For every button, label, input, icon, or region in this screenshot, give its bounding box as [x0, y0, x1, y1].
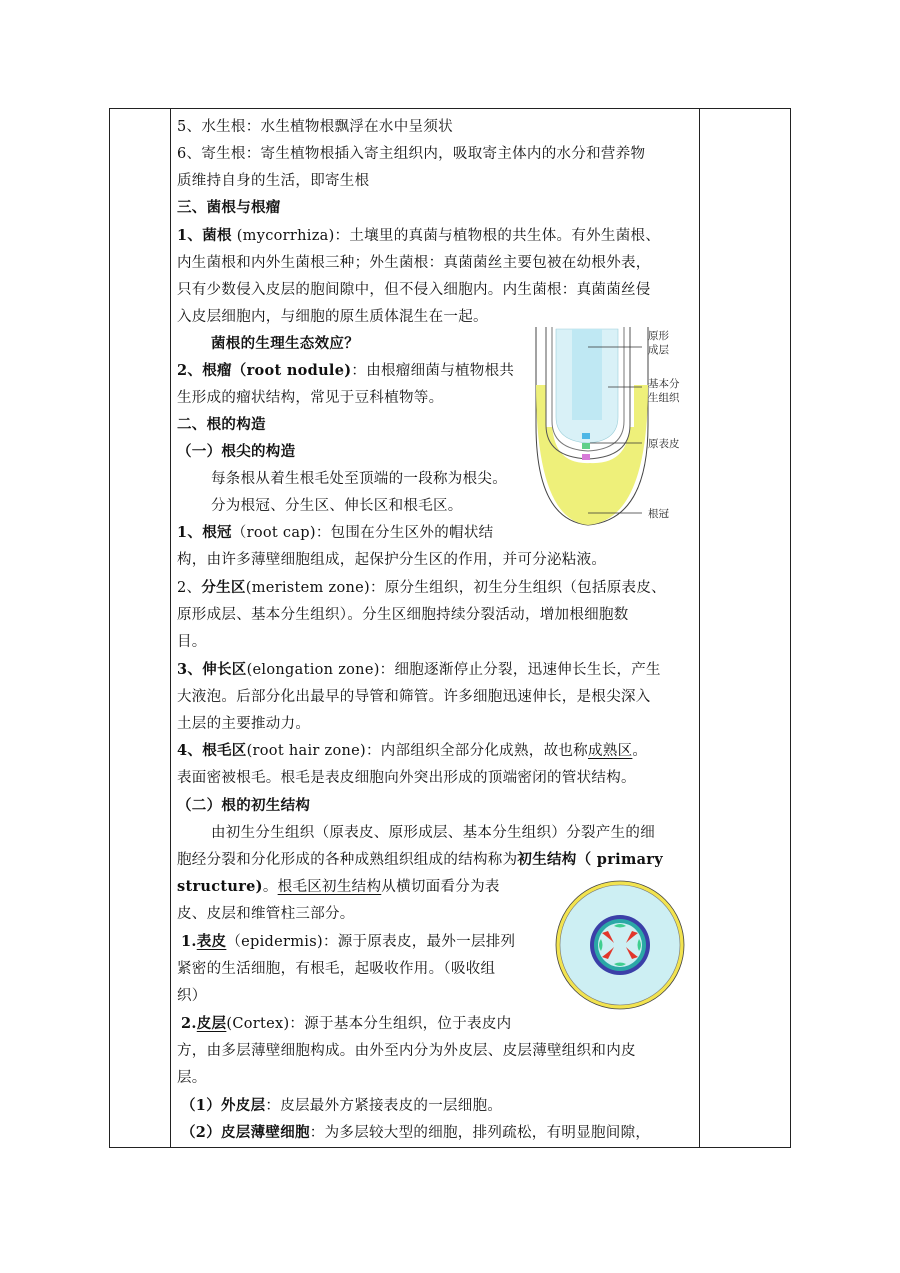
label-ground-meristem-2: 生组织 [648, 392, 680, 404]
text-line-cortical-parenchyma: （2）皮层薄壁细胞：为多层较大型的细胞，排列疏松，有明显胞间隙， [181, 1124, 651, 1141]
text-line-elongation: 3、伸长区(elongation zone)：细胞逐渐停止分裂，迅速伸长生长，产生 [177, 661, 661, 678]
subsection-heading-root-tip: （一）根尖的构造 [177, 443, 296, 460]
table-left-column-divider [170, 109, 171, 1147]
text-line: 构，由许多薄壁细胞组成，起保护分生区的作用，并可分泌粘液。 [177, 552, 607, 568]
label-root-cap: 根冠 [648, 508, 669, 520]
text-line-epidermis: 1.表皮（epidermis)：源于原表皮，最外一层排列 [181, 933, 516, 950]
text-line: 质维持自身的生活，即寄生根 [177, 173, 370, 189]
text-line: 紧密的生活细胞，有根毛，起吸收作用。（吸收组 [177, 961, 496, 977]
text-line-root-hair-zone: 4、根毛区(root hair zone)：内部组织全部分化成熟，故也称成熟区。 [177, 742, 648, 759]
text-line: 织） [177, 988, 207, 1004]
text-line: 分为根冠、分生区、伸长区和根毛区。 [211, 498, 463, 514]
cell-marker-pink [582, 454, 590, 460]
text-line: 由初生分生组织（原表皮、原形成层、基本分生组织）分裂产生的细 [211, 825, 655, 841]
text-line: 方，由多层薄壁细胞构成。由外至内分为外皮层、皮层薄壁组织和内皮 [177, 1043, 636, 1059]
label-procambium-2: 成层 [648, 344, 669, 356]
text-line-aquatic-root: 5、水生根：水生植物根飘浮在水中呈须状 [177, 119, 453, 135]
text-line-exodermis: （1）外皮层：皮层最外方紧接表皮的一层细胞。 [181, 1097, 503, 1114]
text-line-root-cap: 1、根冠（root cap)：包围在分生区外的帽状结 [177, 524, 494, 541]
text-line: 目。 [177, 634, 207, 650]
text-line: 胞经分裂和分化形成的各种成熟组织组成的结构称为初生结构（ primary [177, 851, 663, 868]
text-line: 原形成层、基本分生组织）。分生区细胞持续分裂活动，增加根细胞数 [177, 607, 629, 623]
text-line: 生形成的瘤状结构，常见于豆科植物等。 [177, 390, 444, 406]
section-heading-root-structure: 二、根的构造 [177, 416, 266, 433]
procambium-core [572, 329, 602, 420]
table-right-column-divider [699, 109, 700, 1147]
text-line-root-nodule: 2、根瘤（root nodule)：由根瘤细菌与植物根共 [177, 362, 515, 379]
text-line: 大液泡。后部分化出最早的导管和筛管。许多细胞迅速伸长，是根尖深入 [177, 689, 651, 705]
stele [598, 923, 642, 967]
text-line-cortex: 2.皮层(Cortex)：源于基本分生组织，位于表皮内 [181, 1015, 512, 1032]
text-line: 每条根从着生根毛处至顶端的一段称为根尖。 [211, 471, 507, 487]
text-line-parasitic-root: 6、寄生根：寄生植物根插入寄主组织内，吸取寄主体内的水分和营养物 [177, 146, 646, 162]
cell-marker-blue [582, 433, 590, 439]
root-cross-section-diagram [552, 877, 688, 1013]
question-line: 菌根的生理生态效应？ [211, 335, 359, 352]
text-line: 表面密被根毛。根毛是表皮细胞向外突出形成的顶端密闭的管状结构。 [177, 770, 636, 786]
label-ground-meristem-1: 基本分 [648, 378, 680, 390]
subsection-heading-primary-structure: （二）根的初生结构 [177, 797, 311, 814]
text-line: 皮、皮层和维管柱三部分。 [177, 906, 355, 922]
cell-marker-green [582, 443, 590, 449]
text-line: 层。 [177, 1070, 207, 1086]
root-tip-diagram [530, 325, 690, 535]
label-procambium-1: 原形 [648, 330, 669, 342]
text-line: structure)。根毛区初生结构从横切面看分为表 [177, 878, 500, 895]
text-line: 入皮层细胞内，与细胞的原生质体混生在一起。 [177, 309, 488, 325]
label-protoderm: 原表皮 [648, 438, 680, 450]
text-line-meristem: 2、分生区(meristem zone)：原分生组织，初生分生组织（包括原表皮、 [177, 579, 666, 596]
text-line: 土层的主要推动力。 [177, 716, 311, 732]
section-heading-mycorrhiza: 三、菌根与根瘤 [177, 199, 281, 216]
text-line-mycorrhiza: 1、菌根 (mycorrhiza)：土壤里的真菌与植物根的共生体。有外生菌根、 [177, 227, 661, 244]
text-line: 只有少数侵入皮层的胞间隙中，但不侵入细胞内。内生菌根：真菌菌丝侵 [177, 282, 651, 298]
text-line: 内生菌根和内外生菌根三种；外生菌根：真菌菌丝主要包被在幼根外表， [177, 255, 651, 271]
